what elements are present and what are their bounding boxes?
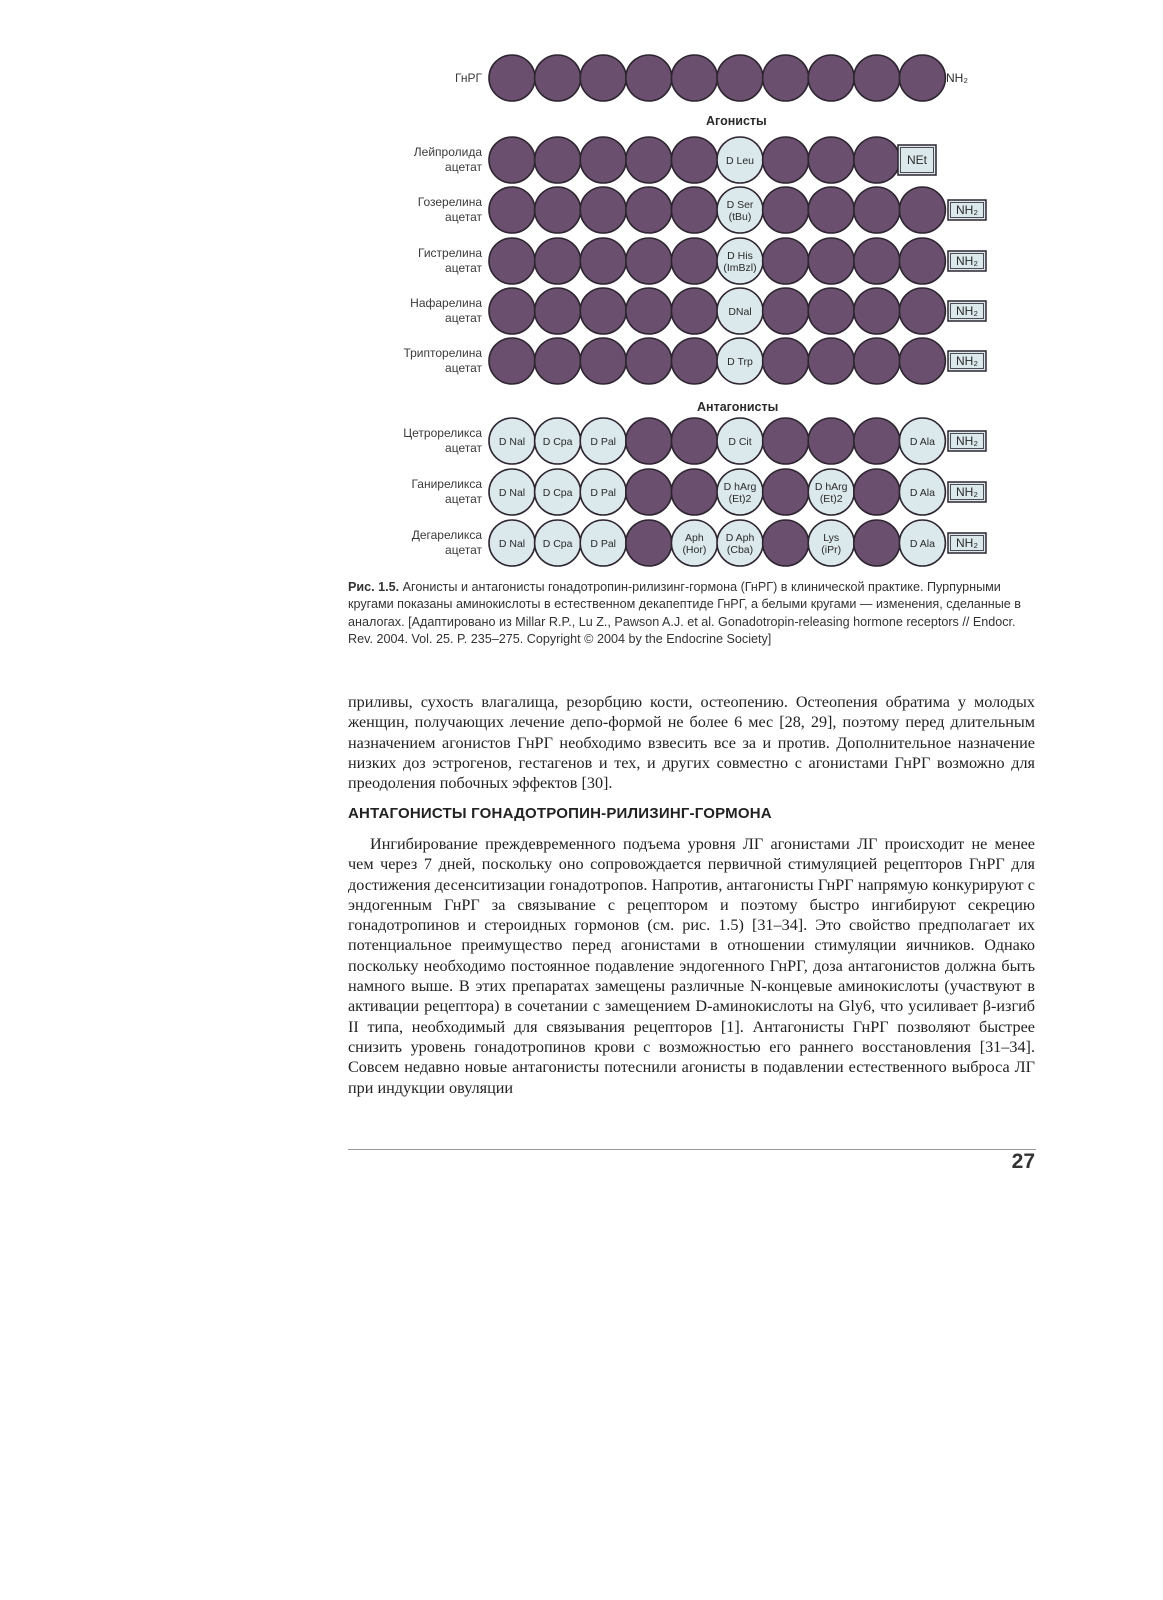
natural-residue (535, 55, 581, 101)
natural-residue (899, 238, 945, 284)
agonists-heading: Агонисты (706, 114, 767, 128)
natural-residue (580, 187, 626, 233)
row-label-line: Гозерелина (417, 195, 482, 209)
natural-residue (671, 338, 717, 384)
natural-residue (808, 55, 854, 101)
natural-residue (671, 238, 717, 284)
natural-residue (808, 187, 854, 233)
natural-residue (763, 288, 809, 334)
natural-residue (671, 137, 717, 183)
natural-residue (763, 137, 809, 183)
row-label-line: ацетат (445, 492, 482, 506)
natural-residue (763, 55, 809, 101)
natural-residue (489, 187, 535, 233)
residue-label: D hArg (814, 481, 848, 493)
terminal-label: NH₂ (956, 485, 978, 499)
residue-label: D Pal (590, 538, 617, 550)
natural-residue (535, 238, 581, 284)
row-label-7 (362, 477, 482, 507)
natural-residue (854, 238, 900, 284)
natural-residue (535, 338, 581, 384)
residue-label: (iPr) (821, 544, 842, 556)
natural-residue (580, 338, 626, 384)
natural-residue (489, 55, 535, 101)
natural-residue (671, 187, 717, 233)
row-label-line: Дегареликса (411, 528, 482, 542)
residue-label: (Et)2 (728, 493, 752, 505)
natural-residue (899, 55, 945, 101)
residue-label: D Ser (726, 199, 754, 211)
residue-label: D Pal (590, 436, 617, 448)
terminal-label: NH₂ (956, 354, 978, 368)
natural-residue (854, 418, 900, 464)
row-label-line: ГнРГ (455, 70, 482, 85)
natural-residue (671, 469, 717, 515)
row-label-4 (362, 296, 482, 326)
residue-label: (Et)2 (819, 493, 843, 505)
natural-residue (535, 137, 581, 183)
footer-rule (348, 1149, 1036, 1150)
natural-residue (626, 288, 672, 334)
natural-residue (854, 288, 900, 334)
residue-label: (tBu) (728, 211, 752, 223)
residue-label: D hArg (723, 481, 757, 493)
natural-residue (489, 238, 535, 284)
natural-residue (580, 238, 626, 284)
natural-residue (763, 338, 809, 384)
residue-label: D Pal (590, 487, 617, 499)
residue-label: Aph (685, 532, 704, 544)
row-label-line: ацетат (445, 210, 482, 224)
residue-label: D Cpa (542, 538, 573, 550)
row-label-line: ацетат (445, 311, 482, 325)
row-label-line: Лейпролида (413, 145, 482, 159)
natural-residue (808, 238, 854, 284)
natural-residue (854, 338, 900, 384)
terminal-label: NH₂ (956, 304, 978, 318)
row-label-line: Нафарелина (410, 296, 482, 310)
residue-label: (ImBzl) (723, 262, 757, 274)
residue-label: D Trp (727, 356, 753, 368)
row-label-3 (362, 246, 482, 276)
paragraph-2-text: Ингибирование преждевременного подъема уровня ЛГ агонистами ЛГ происходит не менее чем через 7 дней, поскольку оно сопровождается первичной стимуляцией рецепторов ГнРГ для достижения десенситизации гонадотропов. Напротив, антагонисты ГнРГ напрямую конкурируют с эндогенным ГнРГ за связывание с рецептором и поэтому быстро ингибируют секрецию гонадотропинов и стероидных гормонов (см. рис. 1.5) [31–34]. Это свойство предполагает их потенциальное преимущество перед агонистами в отношении стимуляции яичников. Однако поскольку необходимо постоянное подавление эндогенного ГнРГ, доза антагонистов должна быть намного выше. В этих препаратах замещены различные N-концевые аминокислоты (участвуют в активации рецептора) в сочетании с замещением D-аминокислоты на Gly6, что усиливает β-изгиб II типа, необходимый для связывания рецепторов [1]. Антагонисты ГнРГ позволяют быстрее снизить уровень гонадотропинов крови с возможностью его раннего восстановления [31–34]. Совсем недавно новые антагонисты потеснили агонисты в подавлении естественного выброса ЛГ при индукции овуляции (348, 835, 1035, 1097)
residue-label: (Hor) (682, 544, 707, 556)
natural-residue (763, 520, 809, 566)
terminal-label: NH₂ (956, 434, 978, 448)
natural-residue (854, 137, 900, 183)
paragraph-1-text: приливы, сухость влагалища, резорбцию кости, остеопению. Остеопения обратима у молодых женщин, получающих лечение депо-формой не более 6 мес [28, 29], поэтому перед длительным назначением агонистов ГнРГ необходимо взвесить все за и против. Дополнительное назначение низких доз эстрогенов, гестагенов и тех, и других совместно с агонистами ГнРГ возможно для преодоления побочных эффектов [30]. (348, 693, 1035, 793)
page-number: 27 (1011, 1150, 1035, 1173)
natural-residue (580, 55, 626, 101)
row-label-line: Гистрелина (418, 246, 482, 260)
natural-residue (626, 137, 672, 183)
natural-residue (808, 418, 854, 464)
natural-residue (489, 338, 535, 384)
terminal-label: NH₂ (956, 203, 978, 217)
natural-residue (671, 418, 717, 464)
terminal-label: NH₂ (956, 254, 978, 268)
natural-residue (763, 469, 809, 515)
natural-residue (808, 288, 854, 334)
row-label-6 (362, 426, 482, 456)
antagonists-heading: Антагонисты (697, 400, 779, 414)
residue-label: D Ala (909, 538, 935, 550)
natural-residue (763, 187, 809, 233)
natural-residue (899, 288, 945, 334)
residue-label: D Nal (498, 487, 526, 499)
residue-label: D Nal (498, 538, 526, 550)
row-label-2 (362, 195, 482, 225)
natural-residue (535, 288, 581, 334)
residue-label: D Nal (498, 436, 526, 448)
residue-label: D Leu (725, 155, 755, 167)
natural-residue (626, 338, 672, 384)
figure-caption (348, 579, 1033, 648)
row-label-1 (362, 145, 482, 175)
residue-label: (Cba) (726, 544, 754, 556)
residue-label: Lys (823, 532, 840, 544)
row-label-line: Цетрореликса (403, 426, 482, 440)
natural-residue (626, 187, 672, 233)
natural-residue (489, 288, 535, 334)
natural-residue (899, 187, 945, 233)
row-label-line: Трипторелина (403, 346, 482, 360)
natural-residue (671, 55, 717, 101)
natural-residue (489, 137, 535, 183)
row-label-line: ацетат (445, 543, 482, 557)
row-label-line: ацетат (445, 261, 482, 275)
natural-residue (808, 137, 854, 183)
natural-residue (626, 418, 672, 464)
residue-label: D Cit (728, 436, 752, 448)
terminal-label: NH₂ (956, 536, 978, 550)
row-label-0 (362, 71, 482, 86)
row-label-line: Ганиреликса (411, 477, 482, 491)
row-label-5 (362, 346, 482, 376)
natural-residue (854, 469, 900, 515)
natural-residue (854, 520, 900, 566)
peptide-figure (0, 0, 1163, 580)
residue-label: DNal (728, 306, 752, 318)
row-label-line: ацетат (445, 441, 482, 455)
terminal-label: NH₂ (946, 71, 968, 85)
row-label-line: ацетат (445, 361, 482, 375)
caption-prefix: Рис. 1.5. (348, 580, 400, 594)
natural-residue (535, 187, 581, 233)
residue-label: D Ala (909, 487, 935, 499)
natural-residue (626, 469, 672, 515)
body-paragraph-2 (348, 834, 1035, 1098)
natural-residue (854, 55, 900, 101)
natural-residue (580, 288, 626, 334)
residue-label: D Cpa (542, 487, 573, 499)
natural-residue (626, 520, 672, 566)
natural-residue (626, 55, 672, 101)
natural-residue (763, 418, 809, 464)
natural-residue (717, 55, 763, 101)
natural-residue (671, 288, 717, 334)
natural-residue (763, 238, 809, 284)
terminal-label: NEt (906, 153, 928, 167)
residue-label: D Ala (909, 436, 935, 448)
row-label-8 (362, 528, 482, 558)
residue-label: D His (727, 250, 753, 262)
natural-residue (854, 187, 900, 233)
natural-residue (808, 338, 854, 384)
row-label-line: ацетат (445, 160, 482, 174)
section-heading: АНТАГОНИСТЫ ГОНАДОТРОПИН-РИЛИЗИНГ-ГОРМОНА (348, 805, 772, 822)
natural-residue (626, 238, 672, 284)
residue-label: D Cpa (542, 436, 573, 448)
natural-residue (580, 137, 626, 183)
residue-label: D Aph (725, 532, 755, 544)
caption-text: Агонисты и антагонисты гонадотропин-рилизинг-гормона (ГнРГ) в клинической практике. Пурпурными кругами показаны аминокислоты в естественном декапептиде ГнРГ, а белыми кругами — изменения, сделанные в аналогах. [Адаптировано из Millar R.P., Lu Z., Pawson A.J. et al. Gonadotropin-releasing hormone receptors // Endocr. Rev. 2004. Vol. 25. P. 235–275. Copyright © 2004 by the Endocrine Society] (348, 580, 1021, 646)
natural-residue (899, 338, 945, 384)
body-paragraph-1 (348, 692, 1035, 793)
